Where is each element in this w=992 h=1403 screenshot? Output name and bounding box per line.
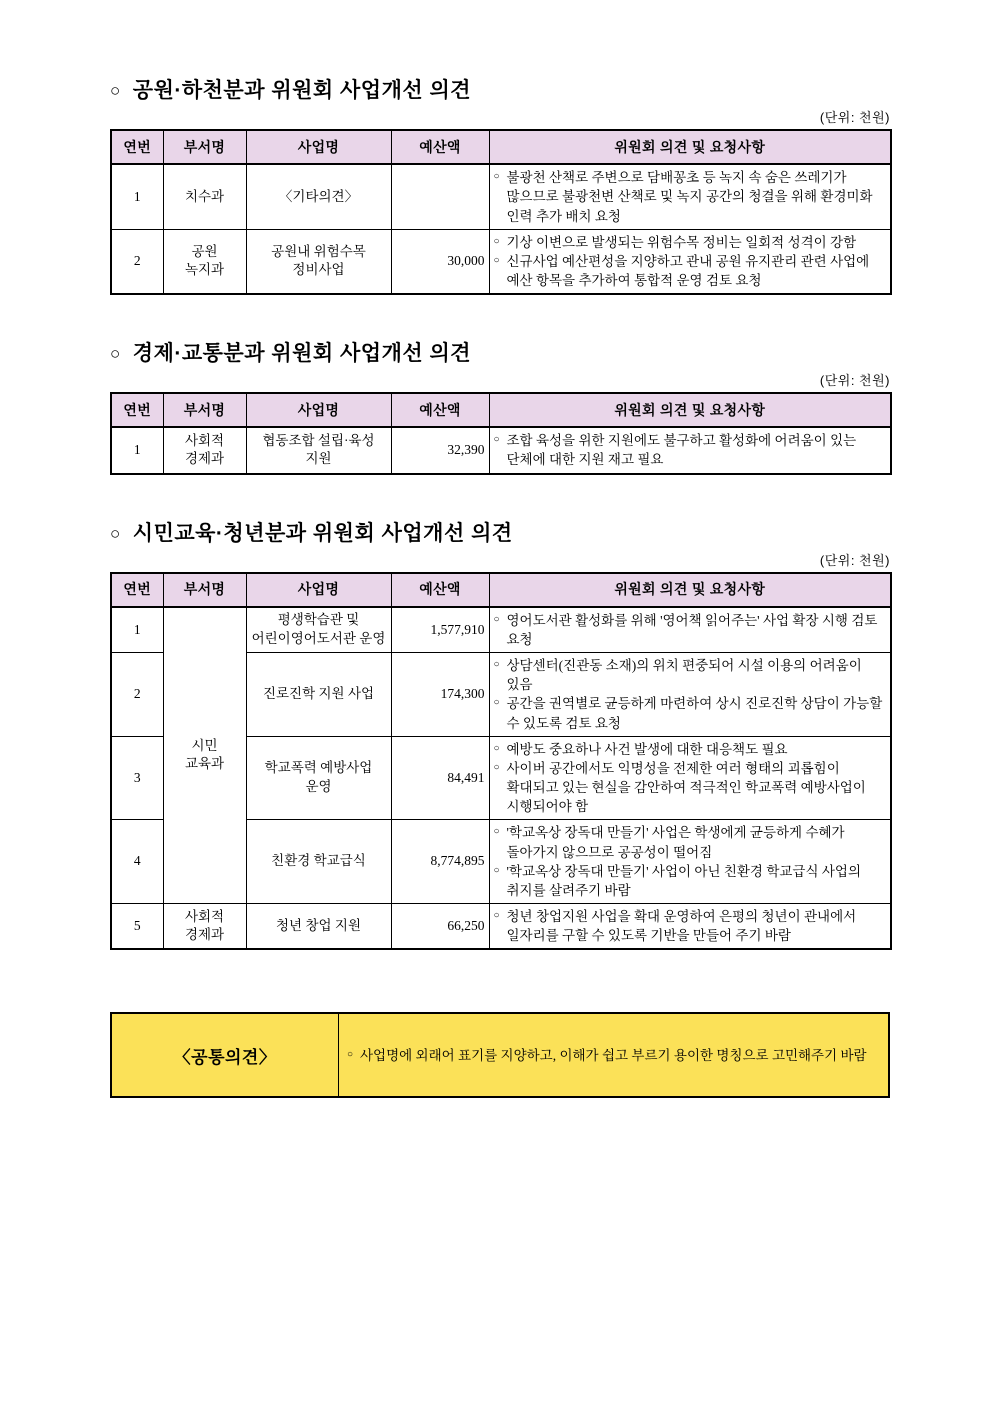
column-header-project: 사업명	[246, 130, 391, 164]
opinion-list	[494, 823, 887, 900]
cell-project: 친환경 학교급식	[246, 820, 391, 904]
opinion-item: ○ 사업명에 외래어 표기를 지양하고, 이해가 쉽고 부르기 용이한 명칭으로 고민해주기 바람	[347, 1046, 880, 1065]
column-header-budget: 예산액	[391, 130, 489, 164]
cell-project: 평생학습관 및 어린이영어도서관 운영	[246, 607, 391, 653]
cell-no: 2	[111, 653, 163, 737]
section-spacer	[110, 950, 890, 1012]
column-header-budget: 예산액	[391, 393, 489, 427]
opinion-item: ○ 사이버 공간에서도 익명성을 전제한 여러 형태의 괴롭힘이 확대되고 있는 현실을 감안하여 적극적인 학교폭력 예방사업이 시행되어야 함	[494, 759, 887, 816]
cell-dept: 사회적 경제과	[163, 904, 246, 950]
opinion-list	[494, 168, 887, 225]
section-park-river	[110, 78, 890, 295]
table-row	[111, 427, 891, 473]
table-header-row	[111, 573, 891, 607]
cell-budget: 32,390	[391, 427, 489, 473]
cell-opinion	[489, 427, 891, 473]
column-header-dept: 부서명	[163, 573, 246, 607]
cell-budget: 84,491	[391, 736, 489, 820]
table-header-row	[111, 393, 891, 427]
cell-budget: 30,000	[391, 229, 489, 294]
cell-no: 5	[111, 904, 163, 950]
cell-dept: 공원 녹지과	[163, 229, 246, 294]
unit-note: (단위: 천원)	[819, 552, 890, 568]
cell-no: 1	[111, 607, 163, 653]
table-body	[111, 427, 891, 473]
opinion-list	[347, 1046, 880, 1065]
unit-note: (단위: 천원)	[819, 373, 890, 389]
cell-opinion	[489, 653, 891, 737]
opinion-table	[110, 392, 892, 474]
column-header-opinion: 위원회 의견 및 요청사항	[489, 130, 891, 164]
opinion-table	[110, 572, 892, 951]
cell-budget: 66,250	[391, 904, 489, 950]
cell-project: 학교폭력 예방사업 운영	[246, 736, 391, 820]
table-header-row	[111, 130, 891, 164]
opinion-item: ○ '학교옥상 장독대 만들기' 사업이 아닌 친환경 학교급식 사업의 취지를 살려주기 바람	[494, 862, 887, 900]
opinion-item: ○ 예방도 중요하나 사건 발생에 대한 대응책도 필요	[494, 740, 887, 759]
table-body	[111, 164, 891, 294]
cell-project: 진로진학 지원 사업	[246, 653, 391, 737]
common-opinion-row	[111, 1013, 889, 1097]
cell-no: 4	[111, 820, 163, 904]
column-header-dept: 부서명	[163, 393, 246, 427]
cell-dept: 치수과	[163, 164, 246, 229]
opinion-list	[494, 656, 887, 733]
section-citizen-education-youth	[110, 521, 890, 951]
section-spacer	[110, 475, 890, 521]
opinion-item: ○ 기상 이변으로 발생되는 위험수목 정비는 일회적 성격이 강함	[494, 233, 887, 252]
opinion-item: ○ 공간을 권역별로 균등하게 마련하여 상시 진로진학 상담이 가능할 수 있도록 검토 요청	[494, 694, 887, 732]
column-header-project: 사업명	[246, 393, 391, 427]
cell-opinion	[489, 820, 891, 904]
opinion-list	[494, 611, 887, 649]
opinion-item: ○ 영어도서관 활성화를 위해 '영어책 읽어주는' 사업 확장 시행 검토 요청	[494, 611, 887, 649]
cell-budget: 1,577,910	[391, 607, 489, 653]
table-body	[111, 607, 891, 950]
cell-project: 공원내 위험수목 정비사업	[246, 229, 391, 294]
table-row	[111, 164, 891, 229]
opinion-item: ○ '학교옥상 장독대 만들기' 사업은 학생에게 균등하게 수혜가 돌아가지 않으므로 공공성이 떨어짐	[494, 823, 887, 861]
cell-no: 3	[111, 736, 163, 820]
cell-opinion	[489, 229, 891, 294]
table-row	[111, 904, 891, 950]
cell-opinion	[489, 607, 891, 653]
column-header-no: 연번	[111, 573, 163, 607]
cell-no: 1	[111, 164, 163, 229]
common-opinion-box	[110, 1012, 890, 1098]
column-header-no: 연번	[111, 130, 163, 164]
opinion-item: ○ 상담센터(진관동 소재)의 위치 편중되어 시설 이용의 어려움이 있음	[494, 656, 887, 694]
table-row	[111, 229, 891, 294]
common-opinion-text	[339, 1013, 890, 1097]
column-header-project: 사업명	[246, 573, 391, 607]
opinion-list	[494, 431, 887, 469]
unit-note: (단위: 천원)	[819, 110, 890, 126]
column-header-no: 연번	[111, 393, 163, 427]
cell-opinion	[489, 904, 891, 950]
cell-no: 2	[111, 229, 163, 294]
section-title: 공원·하천분과 위원회 사업개선 의견	[132, 79, 472, 102]
cell-dept: 사회적 경제과	[163, 427, 246, 473]
opinion-item: ○ 불광천 산책로 주변으로 담배꽁초 등 녹지 속 숨은 쓰레기가 많으므로 불광천변 산책로 및 녹지 공간의 청결을 위해 환경미화 인력 추가 배치 요청	[494, 168, 887, 225]
cell-budget: 174,300	[391, 653, 489, 737]
cell-project: 청년 창업 지원	[246, 904, 391, 950]
opinion-item: ○ 조합 육성을 위한 지원에도 불구하고 활성화에 어려움이 있는 단체에 대한 지원 재고 필요	[494, 431, 887, 469]
column-header-budget: 예산액	[391, 573, 489, 607]
section-economy-transport	[110, 341, 890, 475]
cell-no: 1	[111, 427, 163, 473]
table-row	[111, 607, 891, 653]
column-header-opinion: 위원회 의견 및 요청사항	[489, 393, 891, 427]
section-heading	[110, 78, 890, 103]
opinion-list	[494, 740, 887, 817]
cell-budget: 8,774,895	[391, 820, 489, 904]
opinion-list	[494, 233, 887, 290]
section-heading	[110, 341, 890, 366]
common-opinion-label: 〈공통의견〉	[111, 1013, 339, 1097]
opinion-table	[110, 129, 892, 295]
circle-marker-icon: ○	[110, 344, 121, 364]
cell-dept: 시민 교육과	[163, 607, 246, 904]
cell-project: 협동조합 설립·육성 지원	[246, 427, 391, 473]
circle-marker-icon: ○	[110, 523, 121, 543]
cell-budget	[391, 164, 489, 229]
section-title: 경제·교통분과 위원회 사업개선 의견	[132, 342, 472, 366]
opinion-list	[494, 907, 887, 945]
document-content	[110, 78, 890, 1098]
cell-opinion	[489, 164, 891, 229]
section-spacer	[110, 295, 890, 341]
circle-marker-icon: ○	[110, 81, 121, 101]
cell-project: 〈기타의견〉	[246, 164, 391, 229]
column-header-dept: 부서명	[163, 130, 246, 164]
column-header-opinion: 위원회 의견 및 요청사항	[489, 573, 891, 607]
section-title: 시민교육·청년분과 위원회 사업개선 의견	[132, 521, 513, 545]
section-heading	[110, 521, 890, 546]
opinion-item: ○ 신규사업 예산편성을 지양하고 관내 공원 유지관리 관련 사업에 예산 항목을 추가하여 통합적 운영 검토 요청	[494, 252, 887, 290]
cell-opinion	[489, 736, 891, 820]
opinion-item: ○ 청년 창업지원 사업을 확대 운영하여 은평의 청년이 관내에서 일자리를 구할 수 있도록 기반을 만들어 주기 바람	[494, 907, 887, 945]
